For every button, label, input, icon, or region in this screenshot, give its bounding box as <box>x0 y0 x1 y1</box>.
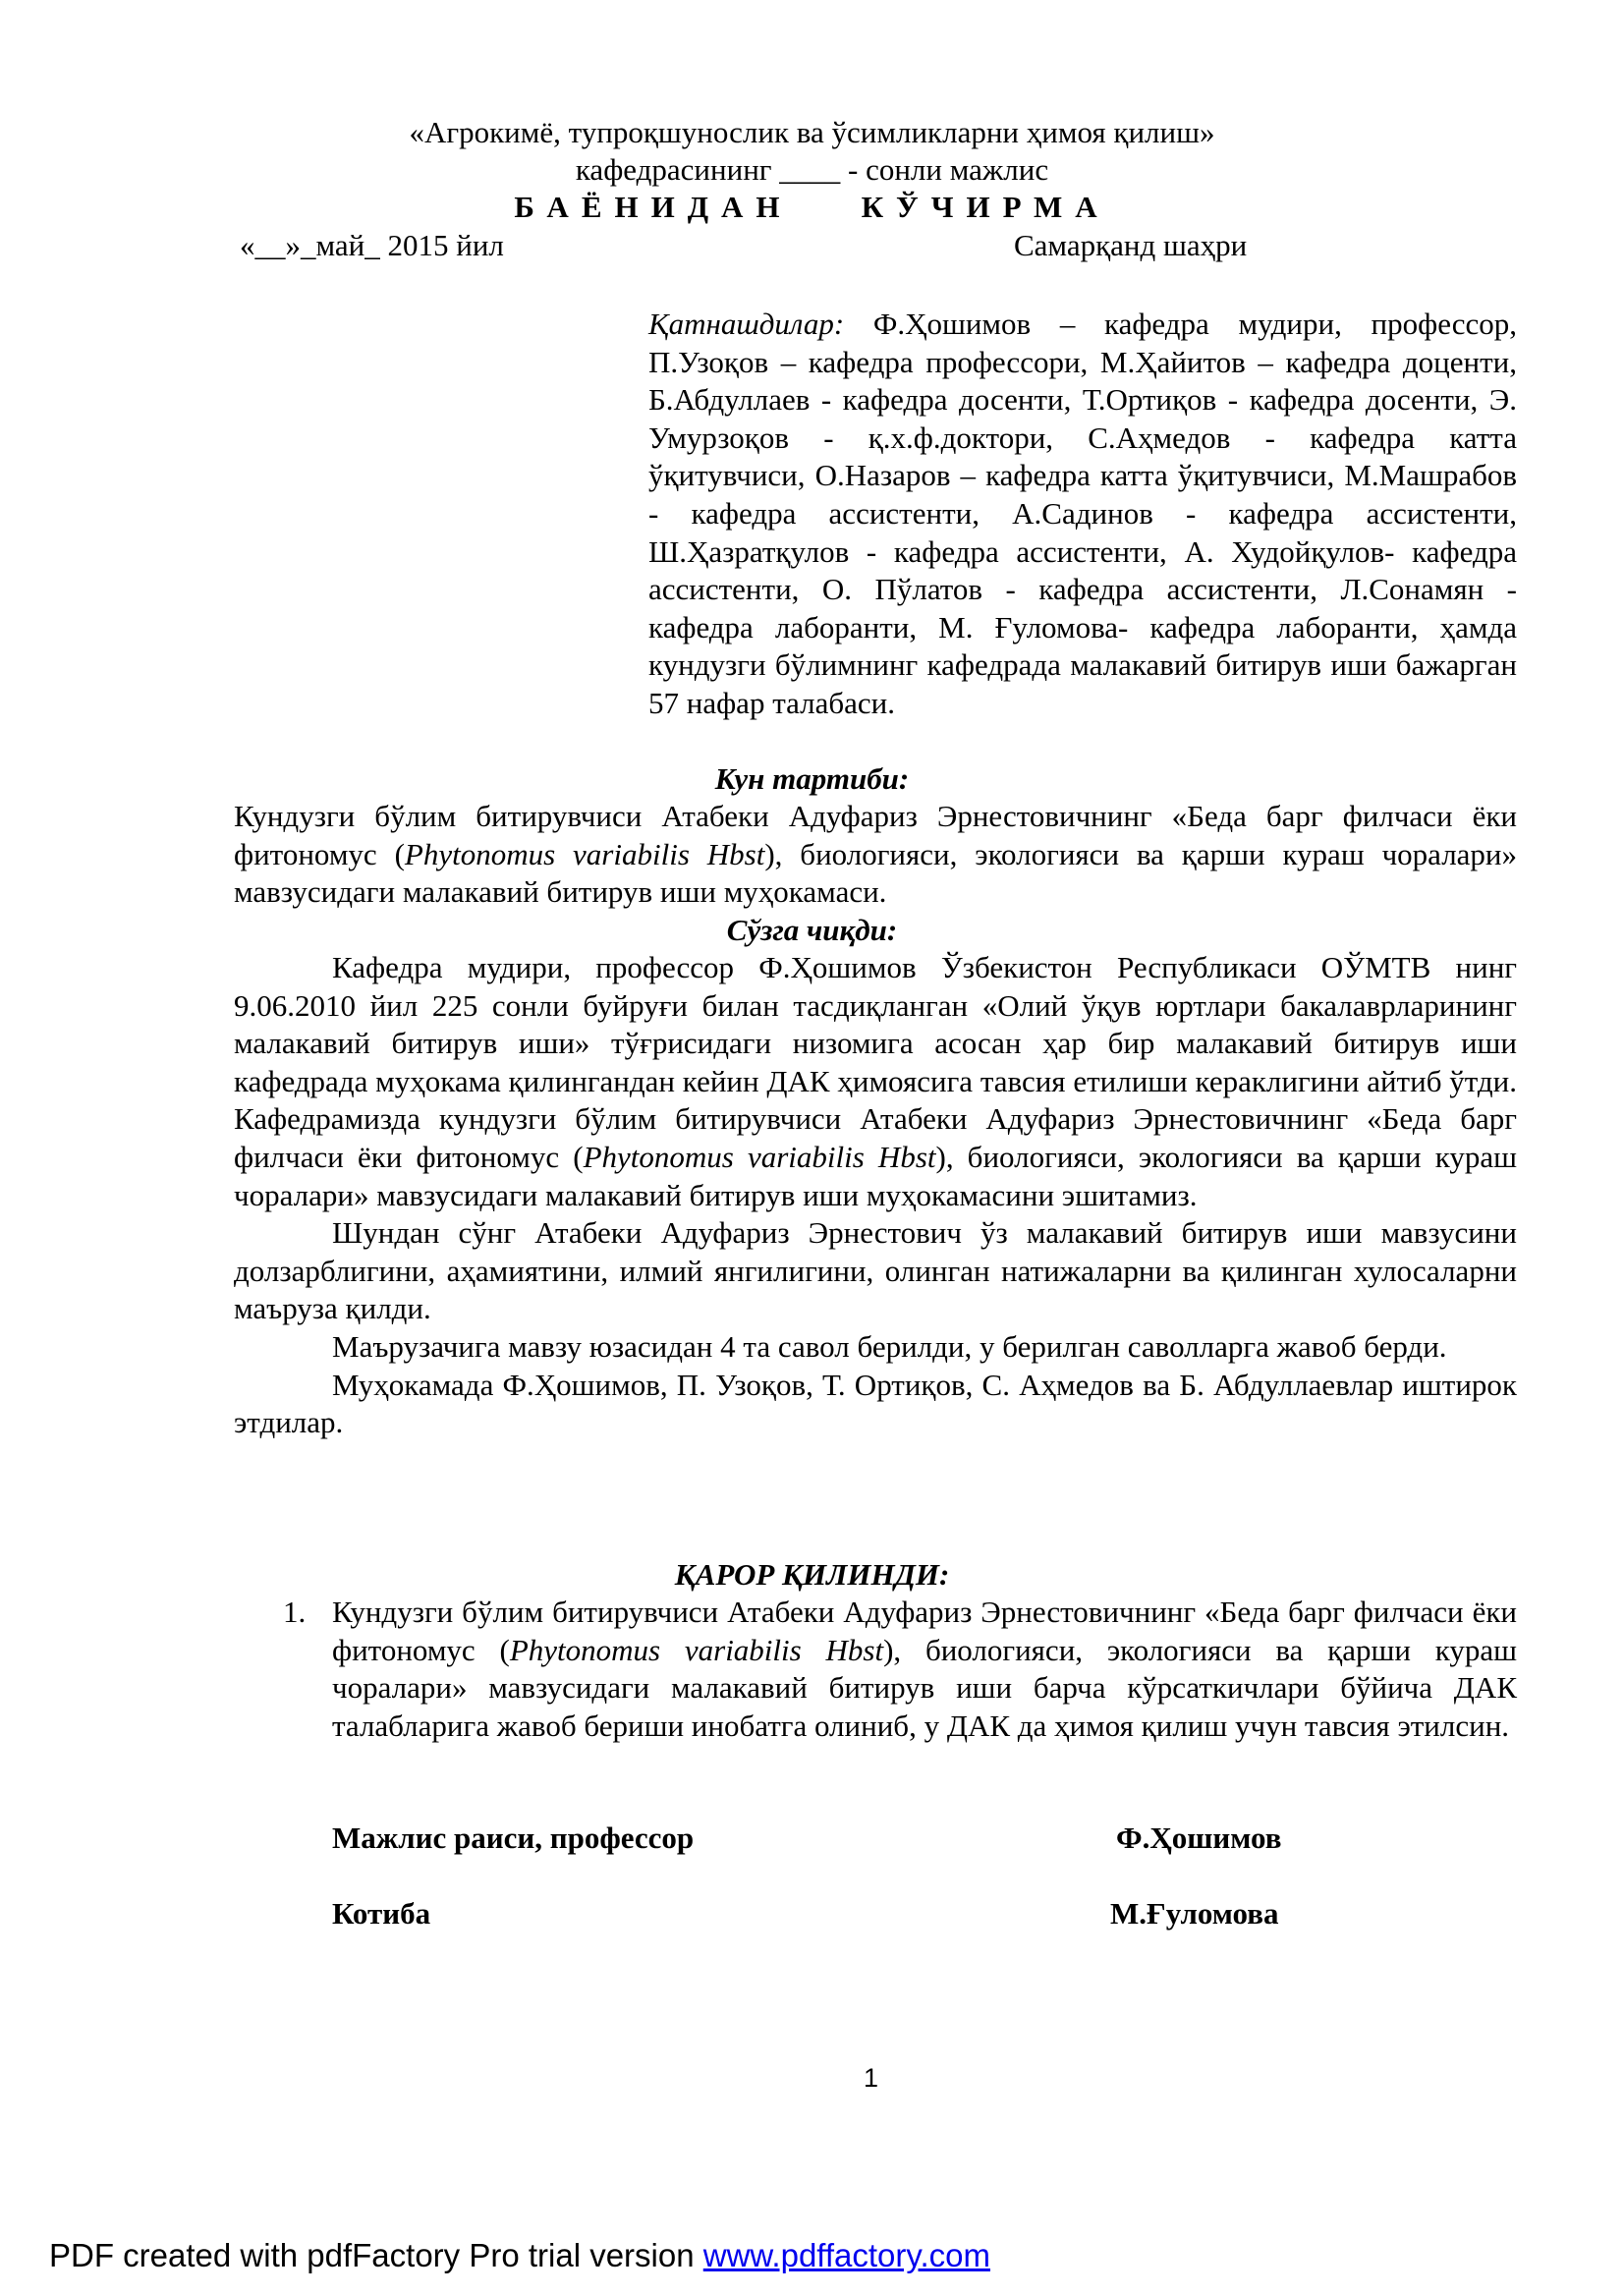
spoke-paragraph-1 <box>234 949 1517 1214</box>
secretary-title: Котиба <box>332 1896 431 1931</box>
agenda-heading <box>0 760 1624 798</box>
agenda-text-end: ), биологияси, экологияси ва қарши кураш чоралари» мавзусидаги малакавий битирув иши муҳокамаси. <box>234 836 1518 910</box>
spoke-p1-start: Кафедра мудири, профессор Ф.Ҳошимов Ўзбекистон Республикаси ОЎМТВ нинг 9.06.2010 йил 225 сонли буйруғи билан тасдиқланган «Олий ўқув юртлари бакалаврларининг малакавий битирув иши» тўғрисидаги низомига асосан ҳар бир малакавий битирув иши кафедрада муҳокама қилингандан кейин ДАК ҳимоясига тавсия етилиши кераклигини айтиб ўтди. Кафедрамизда кундузги бўлим битирувчиси Атабеки Адуфариз Эрнестовичнинг «Беда барг филчаси ёки фитономус ( <box>234 950 1517 1174</box>
spoke-heading <box>0 912 1624 949</box>
title-word-1: БАЁНИДАН <box>514 190 793 224</box>
meeting-city: Самарқанд шаҳри <box>1014 228 1248 262</box>
spoke-paragraph-3: Маърузачига мавзу юзасидан 4 та савол берилди, у берилган саволларга жавоб берди. <box>332 1328 1447 1364</box>
spoke-p1-end: ), биологияси, экологияси ва қарши кураш чоралари» мавзусидаги малакавий битирув иши муҳокамасини эшитамиз. <box>234 1139 1517 1212</box>
decision-item-text <box>332 1594 1517 1745</box>
document-title <box>0 189 1624 226</box>
department-line: «Агрокимё, тупроқшунослик ва ўсимликларни ҳимоя қилиш» <box>409 115 1215 149</box>
chair-name: Ф.Ҳошимов <box>1116 1820 1282 1855</box>
title-word-2: КЎЧИРМА <box>861 190 1110 224</box>
chair-title: Мажлис раиси, профессор <box>332 1820 695 1855</box>
decision-text-end: ), биологияси, экологияси ва қарши кураш чоралари» мавзусидаги малакавий битирув иши барча кўрсаткичлари бўйича ДАК талабларига жавоб бериши инобатга олиниб, у ДАК да ҳимоя қилиш учун тавсия этилсин. <box>332 1632 1517 1743</box>
decision-species: Phytonomus variabilis Hbst <box>509 1632 884 1667</box>
decision-item-number: 1. <box>283 1595 307 1629</box>
pdf-footer <box>49 2237 990 2274</box>
agenda-heading-text: Кун тартиби: <box>714 761 910 796</box>
spoke-p1-species: Phytonomus variabilis Hbst <box>583 1139 936 1174</box>
meeting-date: «__»_май_ 2015 йил <box>240 228 504 262</box>
page-number: 1 <box>863 2063 879 2093</box>
spoke-body <box>234 949 1517 1442</box>
decision-text-start: Кундузги бўлим битирувчиси Атабеки Адуфариз Эрнестовичнинг «Беда барг филчаси ёки фитономус ( <box>332 1595 1517 1667</box>
footer-link[interactable]: www.pdffactory.com <box>702 2237 990 2273</box>
attendees-block <box>648 306 1517 723</box>
attendees-text: Ф.Ҳошимов – кафедра мудири, профессор, П.Узоқов – кафедра профессори, М.Ҳайитов – кафедра доценти, Б.Абдуллаев - кафедра досенти, Т.Ортиқов - кафедра досенти, Э. Умурзоқов - қ.х.ф.доктори, С.Аҳмедов - кафедра катта ўқитувчиси, О.Назаров – кафедра катта ўқитувчиси, М.Машрабов - кафедра ассистенти, А.Садинов - кафедра ассистенти, Ш.Ҳазратқулов - кафедра ассистенти, А. Худойқулов- кафедра ассистенти, О. Пўлатов - кафедра ассистенти, Л.Сонамян - кафедра лаборанти, М. Ғуломова- кафедра лаборанти, ҳамда кундузги бўлимнинг кафедрада малакавий битирув иши бажарган 57 нафар талабаси. <box>648 307 1517 720</box>
meeting-line: кафедрасининг ____ - сонли мажлис <box>575 152 1049 187</box>
agenda-text-start: Кундузги бўлим битирувчиси Атабеки Адуфариз Эрнестовичнинг «Беда барг филчаси ёки фитономус ( <box>234 799 1517 871</box>
spoke-paragraph-2: Шундан сўнг Атабеки Адуфариз Эрнестович ўз малакавий битирув иши мавзусини долзарблигини, аҳамиятини, илмий янгилигини, олинган натижаларни ва қилинган хулосаларни маъруза қилди. <box>234 1215 1517 1326</box>
spoke-paragraph-4: Муҳокамада Ф.Ҳошимов, П. Узоқов, Т. Ортиқов, С. Аҳмедов ва Б. Абдуллаевлар иштирок этдилар. <box>234 1367 1517 1440</box>
decision-heading <box>0 1556 1624 1594</box>
attendees-label: Қатнашдилар: <box>648 307 845 341</box>
decision-heading-text: ҚАРОР ҚИЛИНДИ: <box>674 1557 950 1592</box>
secretary-name: М.Ғуломова <box>1110 1896 1279 1931</box>
agenda-species: Phytonomus variabilis Hbst <box>404 836 765 871</box>
spoke-heading-text: Сўзга чиқди: <box>726 913 898 947</box>
agenda-text <box>234 798 1517 912</box>
footer-text: PDF created with pdfFactory Pro trial version <box>49 2237 703 2273</box>
